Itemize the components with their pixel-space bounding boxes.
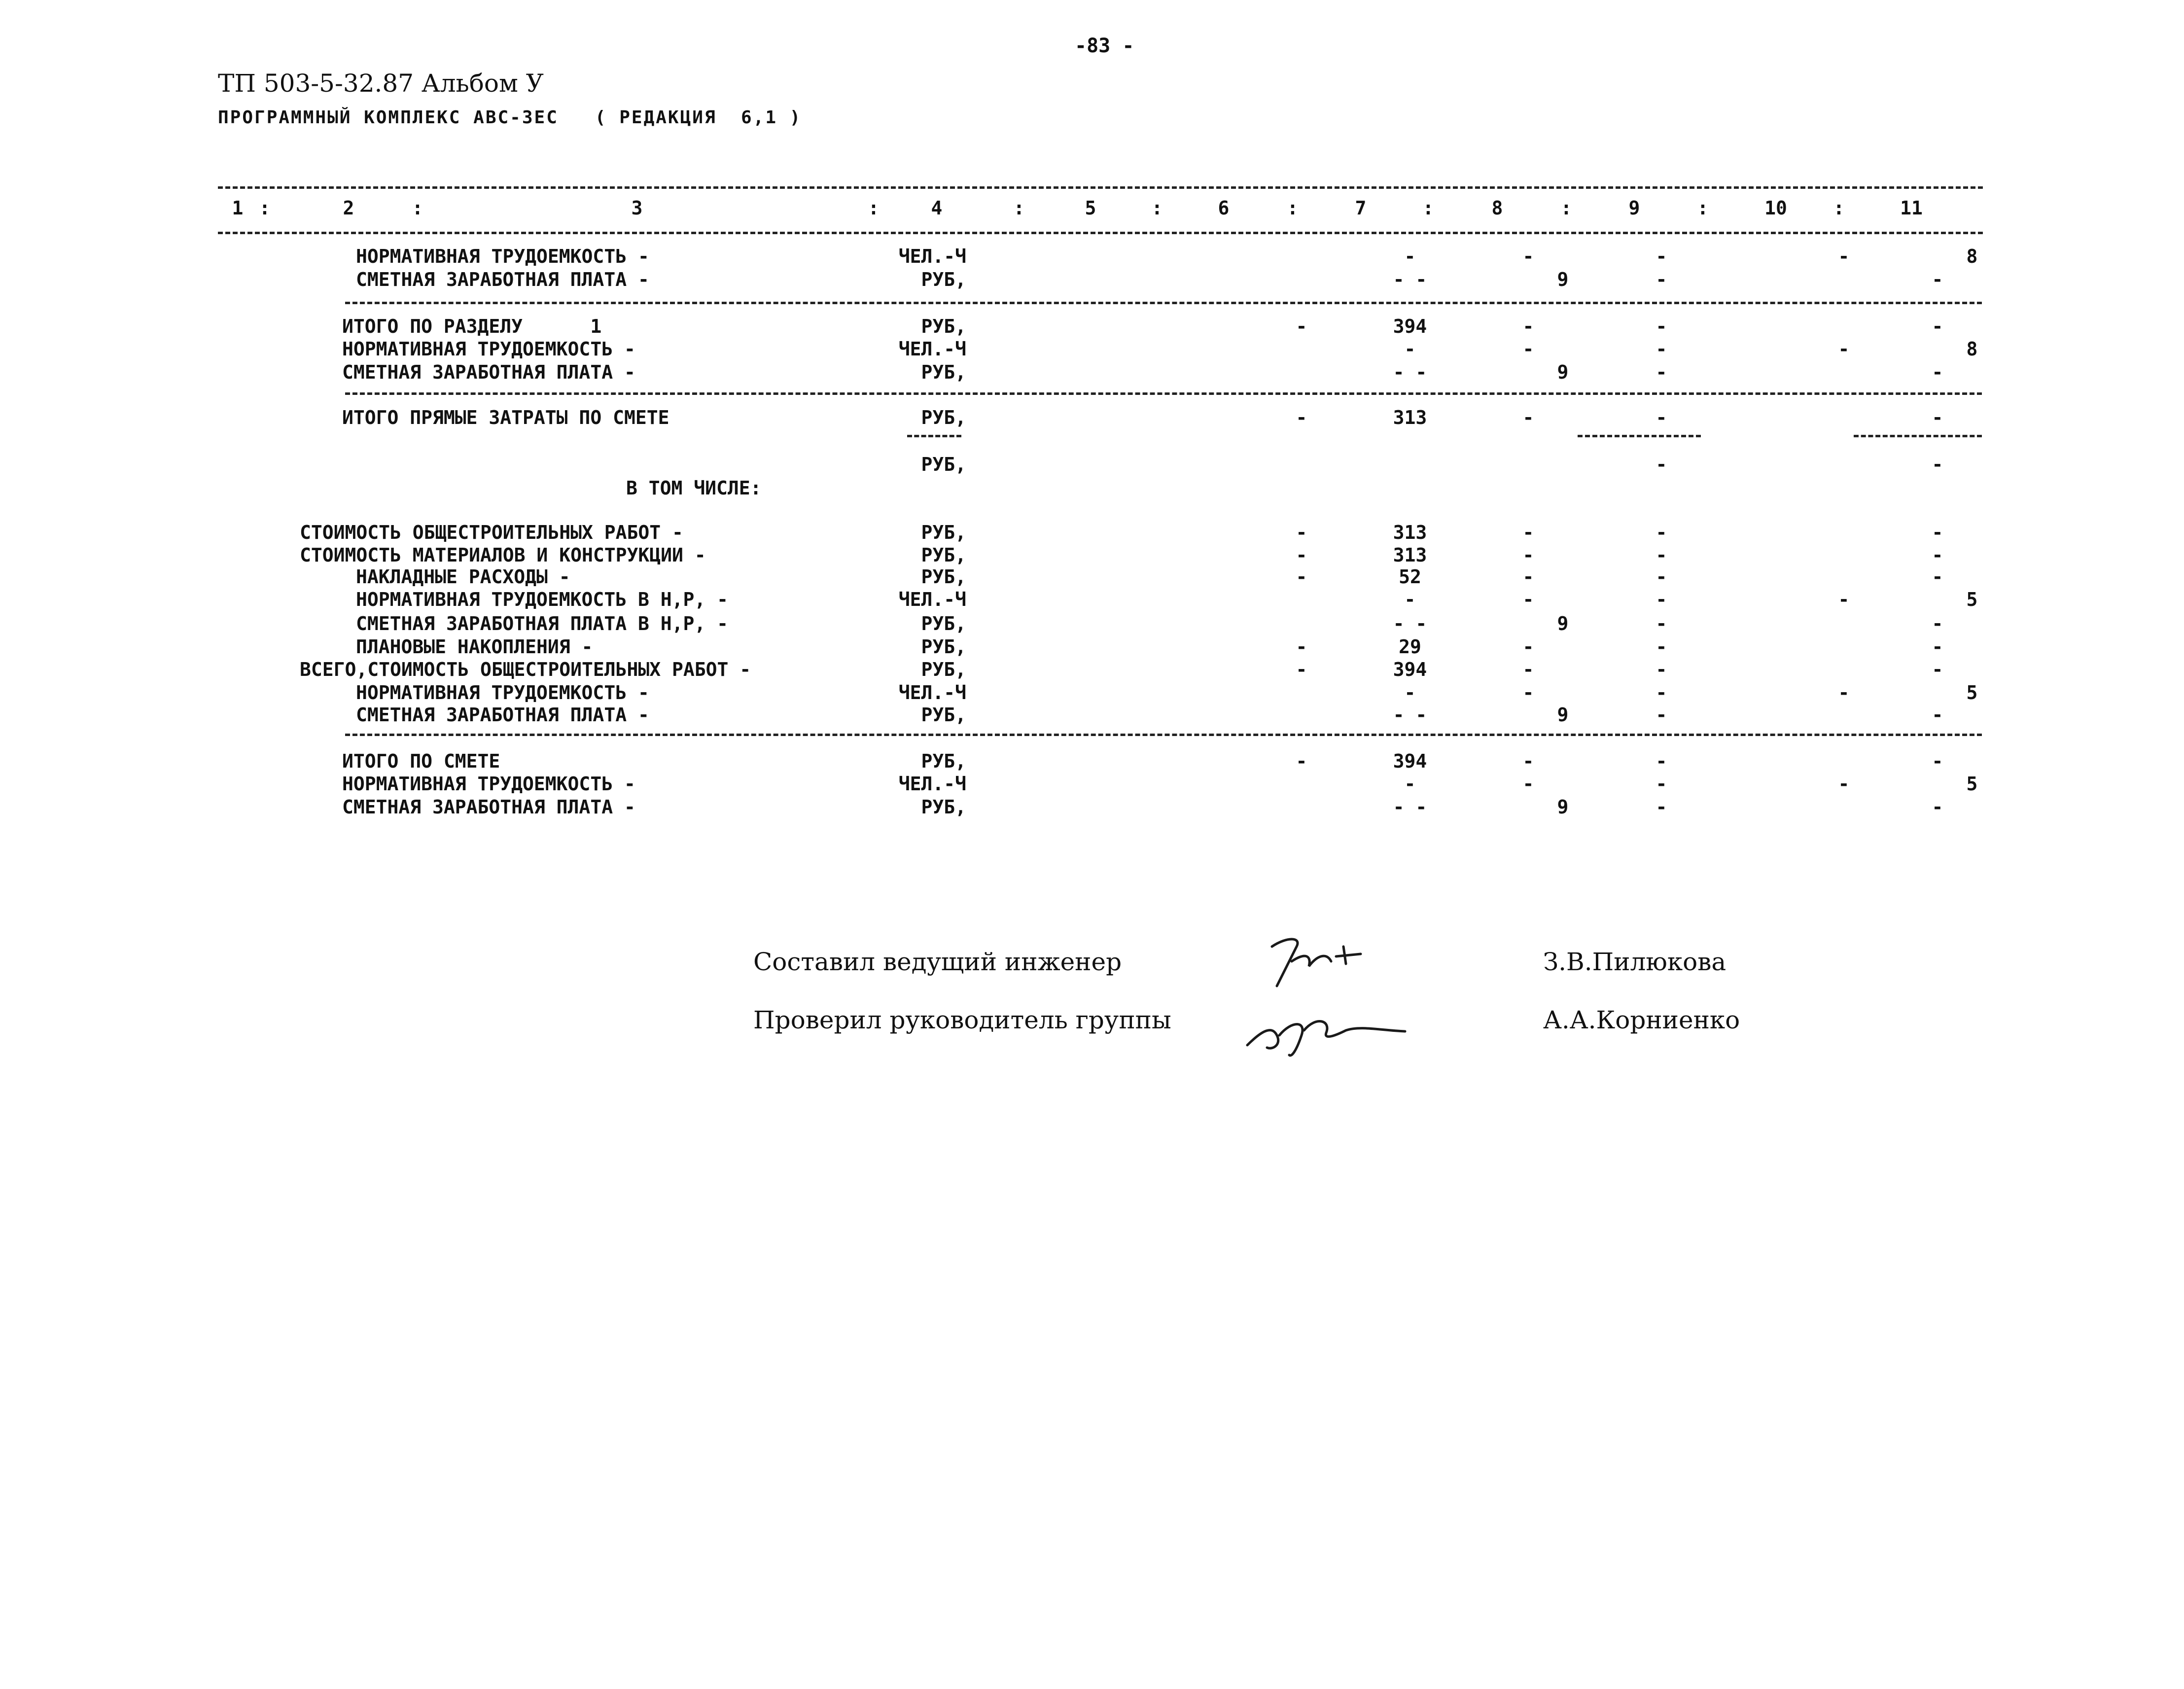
row-cell-c6: -: [1296, 750, 1307, 772]
row-cell-c7: -: [1404, 682, 1416, 704]
col-header-11: 11: [1900, 197, 1923, 219]
row-cell-c9: -: [1656, 704, 1667, 726]
row-cell-c11a: -: [1932, 659, 1943, 680]
table-row: [0, 773, 2184, 796]
col-separator: :: [1833, 197, 1845, 219]
table-row: [0, 338, 2184, 361]
row-cell-c7: 29: [1399, 636, 1421, 658]
row-cell-c7: - -: [1393, 613, 1427, 634]
row-unit: РУБ,: [921, 544, 966, 566]
table-row: [0, 636, 2184, 659]
table-row: [0, 682, 2184, 704]
row-unit: ЧЕЛ.-Ч: [898, 338, 966, 360]
program-line: ПРОГРАММНЫЙ КОМПЛЕКС АВС-3ЕС ( РЕДАКЦИЯ 6,1 ): [218, 107, 802, 128]
row-cell-c10: -: [1838, 338, 1850, 360]
col-separator: :: [868, 197, 880, 219]
row-cell-c8: -: [1522, 750, 1534, 772]
row-cell-c9: -: [1656, 522, 1667, 543]
row-label: ИТОГО ПО СМЕТЕ: [342, 750, 500, 772]
checked-name: А.А.Корниенко: [1543, 1006, 1740, 1034]
row-cell-c9: -: [1656, 566, 1667, 588]
row-cell-c8b: 9: [1557, 704, 1569, 726]
row-cell-c7: - -: [1393, 269, 1427, 290]
row-cell-c11a: -: [1932, 407, 1943, 428]
row-cell-c8b: 9: [1557, 796, 1569, 818]
row-unit: РУБ,: [921, 659, 966, 680]
row-label: СТОИМОСТЬ ОБЩЕСТРОИТЕЛЬНЫХ РАБОТ -: [300, 522, 683, 543]
signature-checked: [1242, 1001, 1410, 1060]
row-cell-c7: - -: [1393, 704, 1427, 726]
row-cell-c11a: -: [1932, 269, 1943, 290]
row-unit: ЧЕЛ.-Ч: [898, 773, 966, 795]
row-cell-c9: -: [1656, 796, 1667, 818]
row-label: СМЕТНАЯ ЗАРАБОТНАЯ ПЛАТА -: [356, 269, 649, 290]
row-cell-c11b: 5: [1966, 589, 1978, 610]
col-separator: :: [1287, 197, 1299, 219]
row-cell-c8b: 9: [1557, 613, 1569, 634]
row-unit: РУБ,: [921, 454, 966, 475]
checked-label: Проверил руководитель группы: [753, 1006, 1171, 1034]
row-unit: ЧЕЛ.-Ч: [898, 682, 966, 704]
row-label: НАКЛАДНЫЕ РАСХОДЫ -: [356, 566, 570, 588]
table-row: [0, 246, 2184, 268]
subtotal-rule: [1854, 435, 1982, 437]
col-header-5: 5: [1085, 197, 1096, 219]
row-cell-c9: -: [1656, 454, 1667, 475]
row-unit: РУБ,: [921, 407, 966, 428]
row-cell-c6: -: [1296, 407, 1307, 428]
col-separator: :: [259, 197, 271, 219]
row-cell-c7: 394: [1393, 659, 1427, 680]
table-row: [0, 659, 2184, 681]
col-header-10: 10: [1764, 197, 1787, 219]
row-label: НОРМАТИВНАЯ ТРУДОЕМКОСТЬ -: [356, 682, 649, 704]
table-row: [0, 269, 2184, 291]
row-cell-c11a: -: [1932, 544, 1943, 566]
row-cell-c10: -: [1838, 589, 1850, 610]
row-cell-c11b: 5: [1966, 682, 1978, 704]
row-cell-c9: -: [1656, 269, 1667, 290]
row-cell-c8: -: [1522, 773, 1534, 795]
table-row: [0, 796, 2184, 819]
row-label: НОРМАТИВНАЯ ТРУДОЕМКОСТЬ В Н,Р, -: [356, 589, 728, 610]
row-unit: РУБ,: [921, 704, 966, 726]
row-unit: РУБ,: [921, 316, 966, 337]
signature-composed: [1262, 927, 1371, 991]
col-separator: :: [1560, 197, 1572, 219]
col-separator: :: [412, 197, 423, 219]
col-header-9: 9: [1628, 197, 1640, 219]
row-cell-c11a: -: [1932, 796, 1943, 818]
row-unit: РУБ,: [921, 566, 966, 588]
row-cell-c8: -: [1522, 566, 1534, 588]
col-header-3: 3: [631, 197, 643, 219]
table-header-row: [218, 197, 1983, 225]
row-cell-c9: -: [1656, 316, 1667, 337]
row-cell-c7: 52: [1399, 566, 1421, 588]
subtotal-rule: [1578, 435, 1701, 437]
col-header-4: 4: [931, 197, 943, 219]
row-cell-c7: - -: [1393, 796, 1427, 818]
section-rule: [345, 302, 1982, 304]
table-row: [0, 613, 2184, 635]
row-cell-c9: -: [1656, 589, 1667, 610]
row-cell-c6: -: [1296, 522, 1307, 543]
row-label: В ТОМ ЧИСЛЕ:: [626, 477, 762, 499]
table-row: [0, 454, 2184, 476]
row-cell-c9: -: [1656, 659, 1667, 680]
col-header-2: 2: [343, 197, 354, 219]
row-cell-c11a: -: [1932, 704, 1943, 726]
page-number: -83 -: [1075, 35, 1134, 57]
composed-name: З.В.Пилюкова: [1543, 948, 1726, 976]
row-cell-c10: -: [1838, 246, 1850, 267]
row-cell-c11a: -: [1932, 454, 1943, 475]
col-separator: :: [1697, 197, 1709, 219]
row-cell-c8: -: [1522, 407, 1534, 428]
row-cell-c11b: 8: [1966, 246, 1978, 267]
row-label: СМЕТНАЯ ЗАРАБОТНАЯ ПЛАТА -: [356, 704, 649, 726]
row-cell-c6: -: [1296, 544, 1307, 566]
row-cell-c7: -: [1404, 589, 1416, 610]
row-cell-c11a: -: [1932, 566, 1943, 588]
row-cell-c10: -: [1838, 773, 1850, 795]
composed-label: Составил ведущий инженер: [753, 948, 1122, 976]
row-cell-c7: 313: [1393, 544, 1427, 566]
col-separator: :: [1151, 197, 1163, 219]
row-cell-c8: -: [1522, 338, 1534, 360]
table-row: [0, 407, 2184, 429]
row-cell-c11a: -: [1932, 316, 1943, 337]
row-cell-c7: - -: [1393, 361, 1427, 383]
table-row: [0, 522, 2184, 544]
col-header-7: 7: [1355, 197, 1367, 219]
section-rule: [345, 734, 1982, 736]
row-unit: РУБ,: [921, 522, 966, 543]
row-label: ИТОГО ПО РАЗДЕЛУ 1: [342, 316, 602, 337]
table-row: [0, 316, 2184, 338]
row-cell-c9: -: [1656, 613, 1667, 634]
table-top-rule: [218, 186, 1983, 189]
row-unit: ЧЕЛ.-Ч: [898, 246, 966, 267]
row-label: ВСЕГО,СТОИМОСТЬ ОБЩЕСТРОИТЕЛЬНЫХ РАБОТ -: [300, 659, 751, 680]
row-cell-c7: 394: [1393, 750, 1427, 772]
col-separator: :: [1013, 197, 1025, 219]
row-label: СМЕТНАЯ ЗАРАБОТНАЯ ПЛАТА -: [342, 796, 635, 818]
row-cell-c9: -: [1656, 773, 1667, 795]
table-row: [0, 566, 2184, 589]
row-cell-c9: -: [1656, 682, 1667, 704]
row-unit: РУБ,: [921, 750, 966, 772]
row-label: НОРМАТИВНАЯ ТРУДОЕМКОСТЬ -: [342, 773, 635, 795]
row-unit: ЧЕЛ.-Ч: [898, 589, 966, 610]
table-row: [0, 589, 2184, 611]
row-cell-c11a: -: [1932, 522, 1943, 543]
col-header-6: 6: [1218, 197, 1230, 219]
row-cell-c6: -: [1296, 636, 1307, 658]
col-header-8: 8: [1491, 197, 1503, 219]
row-unit: РУБ,: [921, 269, 966, 290]
row-cell-c8: -: [1522, 316, 1534, 337]
row-cell-c6: -: [1296, 316, 1307, 337]
row-label: НОРМАТИВНАЯ ТРУДОЕМКОСТЬ -: [356, 246, 649, 267]
row-cell-c11a: -: [1932, 613, 1943, 634]
row-cell-c11a: -: [1932, 750, 1943, 772]
row-cell-c7: 313: [1393, 522, 1427, 543]
table-row: [0, 704, 2184, 727]
row-cell-c7: -: [1404, 773, 1416, 795]
row-cell-c8: -: [1522, 682, 1534, 704]
table-row: [0, 750, 2184, 773]
table-row: [0, 477, 2184, 500]
row-cell-c6: -: [1296, 659, 1307, 680]
row-label: ИТОГО ПРЯМЫЕ ЗАТРАТЫ ПО СМЕТЕ: [342, 407, 669, 428]
row-cell-c9: -: [1656, 750, 1667, 772]
row-cell-c8: -: [1522, 659, 1534, 680]
row-cell-c9: -: [1656, 544, 1667, 566]
album-title: ТП 503-5-32.87 Альбом У: [218, 69, 544, 98]
row-cell-c8: -: [1522, 589, 1534, 610]
row-cell-c7: 394: [1393, 316, 1427, 337]
subtotal-rule: [907, 435, 961, 437]
row-cell-c8b: 9: [1557, 269, 1569, 290]
table-row: [0, 544, 2184, 567]
row-cell-c9: -: [1656, 246, 1667, 267]
row-label: ПЛАНОВЫЕ НАКОПЛЕНИЯ -: [356, 636, 593, 658]
row-cell-c10: -: [1838, 682, 1850, 704]
row-cell-c9: -: [1656, 338, 1667, 360]
row-label: СМЕТНАЯ ЗАРАБОТНАЯ ПЛАТА В Н,Р, -: [356, 613, 728, 634]
row-cell-c11a: -: [1932, 361, 1943, 383]
row-cell-c8: -: [1522, 522, 1534, 543]
row-cell-c7: 313: [1393, 407, 1427, 428]
row-cell-c6: -: [1296, 566, 1307, 588]
col-separator: :: [1422, 197, 1434, 219]
row-cell-c7: -: [1404, 338, 1416, 360]
row-cell-c8: -: [1522, 636, 1534, 658]
row-unit: РУБ,: [921, 613, 966, 634]
row-label: НОРМАТИВНАЯ ТРУДОЕМКОСТЬ -: [342, 338, 635, 360]
row-unit: РУБ,: [921, 636, 966, 658]
row-cell-c7: -: [1404, 246, 1416, 267]
row-cell-c9: -: [1656, 636, 1667, 658]
row-cell-c8: -: [1522, 246, 1534, 267]
row-cell-c9: -: [1656, 407, 1667, 428]
row-label: СМЕТНАЯ ЗАРАБОТНАЯ ПЛАТА -: [342, 361, 635, 383]
row-cell-c11b: 5: [1966, 773, 1978, 795]
row-unit: РУБ,: [921, 796, 966, 818]
table-row: [0, 361, 2184, 384]
header-bottom-rule: [218, 232, 1983, 234]
section-rule: [345, 392, 1982, 395]
row-cell-c9: -: [1656, 361, 1667, 383]
row-cell-c8: -: [1522, 544, 1534, 566]
col-header-1: 1: [232, 197, 244, 219]
row-cell-c11a: -: [1932, 636, 1943, 658]
row-cell-c8b: 9: [1557, 361, 1569, 383]
row-label: СТОИМОСТЬ МАТЕРИАЛОВ И КОНСТРУКЦИИ -: [300, 544, 706, 566]
row-cell-c11b: 8: [1966, 338, 1978, 360]
row-unit: РУБ,: [921, 361, 966, 383]
